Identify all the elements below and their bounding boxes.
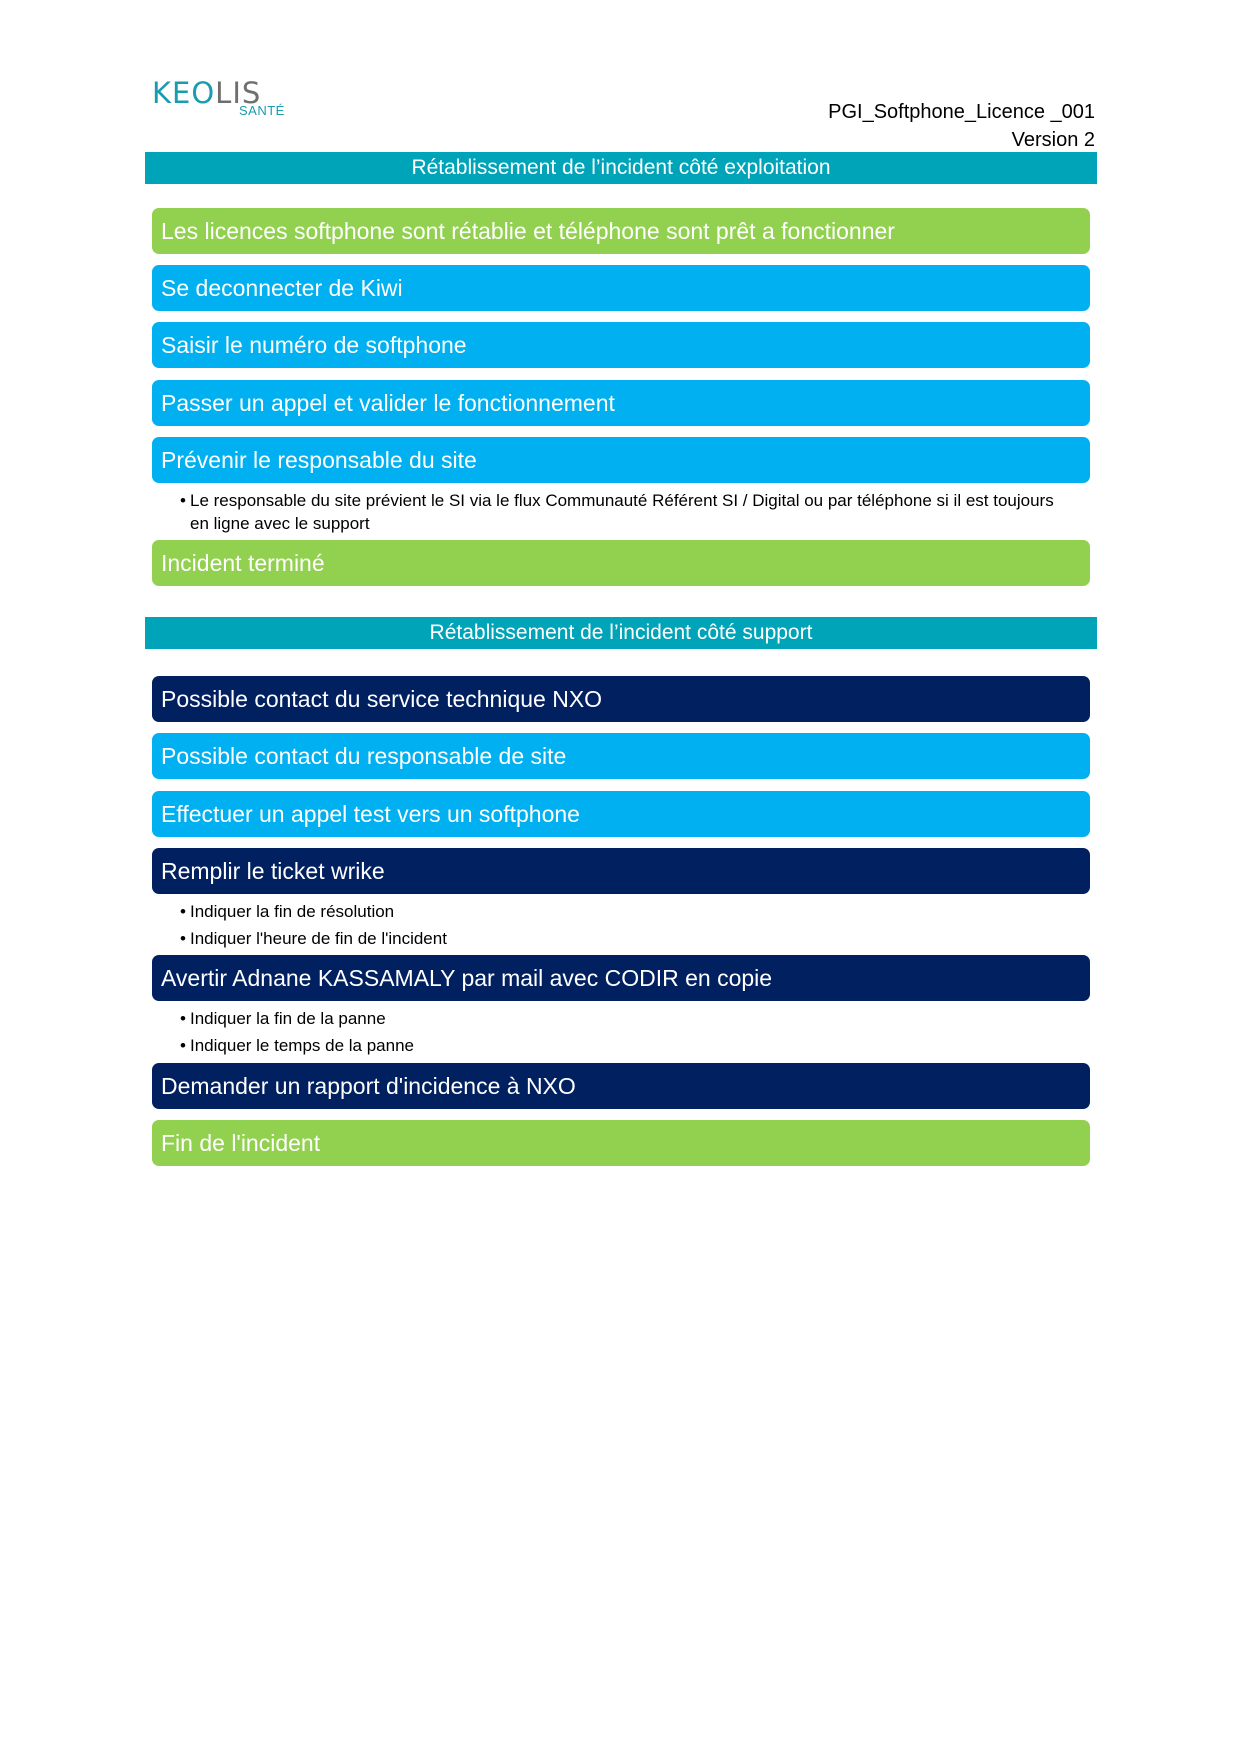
step-deconnecter-kiwi: Se deconnecter de Kiwi [152,265,1090,311]
section-heading-support: Rétablissement de l’incident côté support [145,617,1097,649]
step-contact-nxo: Possible contact du service technique NXO [152,676,1090,722]
step-fin-incident: Fin de l'incident [152,1120,1090,1166]
step-rapport-nxo: Demander un rapport d'incidence à NXO [152,1063,1090,1109]
step-appel-test: Effectuer un appel test vers un softphone [152,791,1090,837]
step-saisir-numero: Saisir le numéro de softphone [152,322,1090,368]
note-list-ticket [180,900,1060,950]
step-contact-responsable: Possible contact du responsable de site [152,733,1090,779]
keolis-sante-logo [152,78,292,118]
step-avertir-kassamaly: Avertir Adnane KASSAMALY par mail avec CODIR en copie [152,955,1090,1001]
note-item: • Le responsable du site prévient le SI via le flux Communauté Référent SI / Digital ou par téléphone si il est toujours en ligne avec le support [180,489,1060,535]
note-item: • Indiquer la fin de résolution [180,900,1060,923]
logo-wordmark: KEOLIS [152,76,262,110]
step-incident-termine: Incident terminé [152,540,1090,586]
note-item: • Indiquer le temps de la panne [180,1034,1060,1057]
note-list-avertir [180,1007,1060,1057]
doc-ref-code: PGI_Softphone_Licence _001 [828,101,1095,123]
step-licences-retablies: Les licences softphone sont rétablie et téléphone sont prêt a fonctionner [152,208,1090,254]
step-ticket-wrike: Remplir le ticket wrike [152,848,1090,894]
document-reference [828,98,1095,154]
logo-subtitle: SANTÉ [239,103,285,118]
note-item: • Indiquer l'heure de fin de l'incident [180,927,1060,950]
step-passer-appel: Passer un appel et valider le fonctionnement [152,380,1090,426]
step-prevenir-responsable: Prévenir le responsable du site [152,437,1090,483]
note-item: • Indiquer la fin de la panne [180,1007,1060,1030]
section-heading-exploitation: Rétablissement de l’incident côté exploitation [145,152,1097,184]
doc-version: Version 2 [1011,129,1095,151]
note-list-prevenir [180,489,1060,535]
